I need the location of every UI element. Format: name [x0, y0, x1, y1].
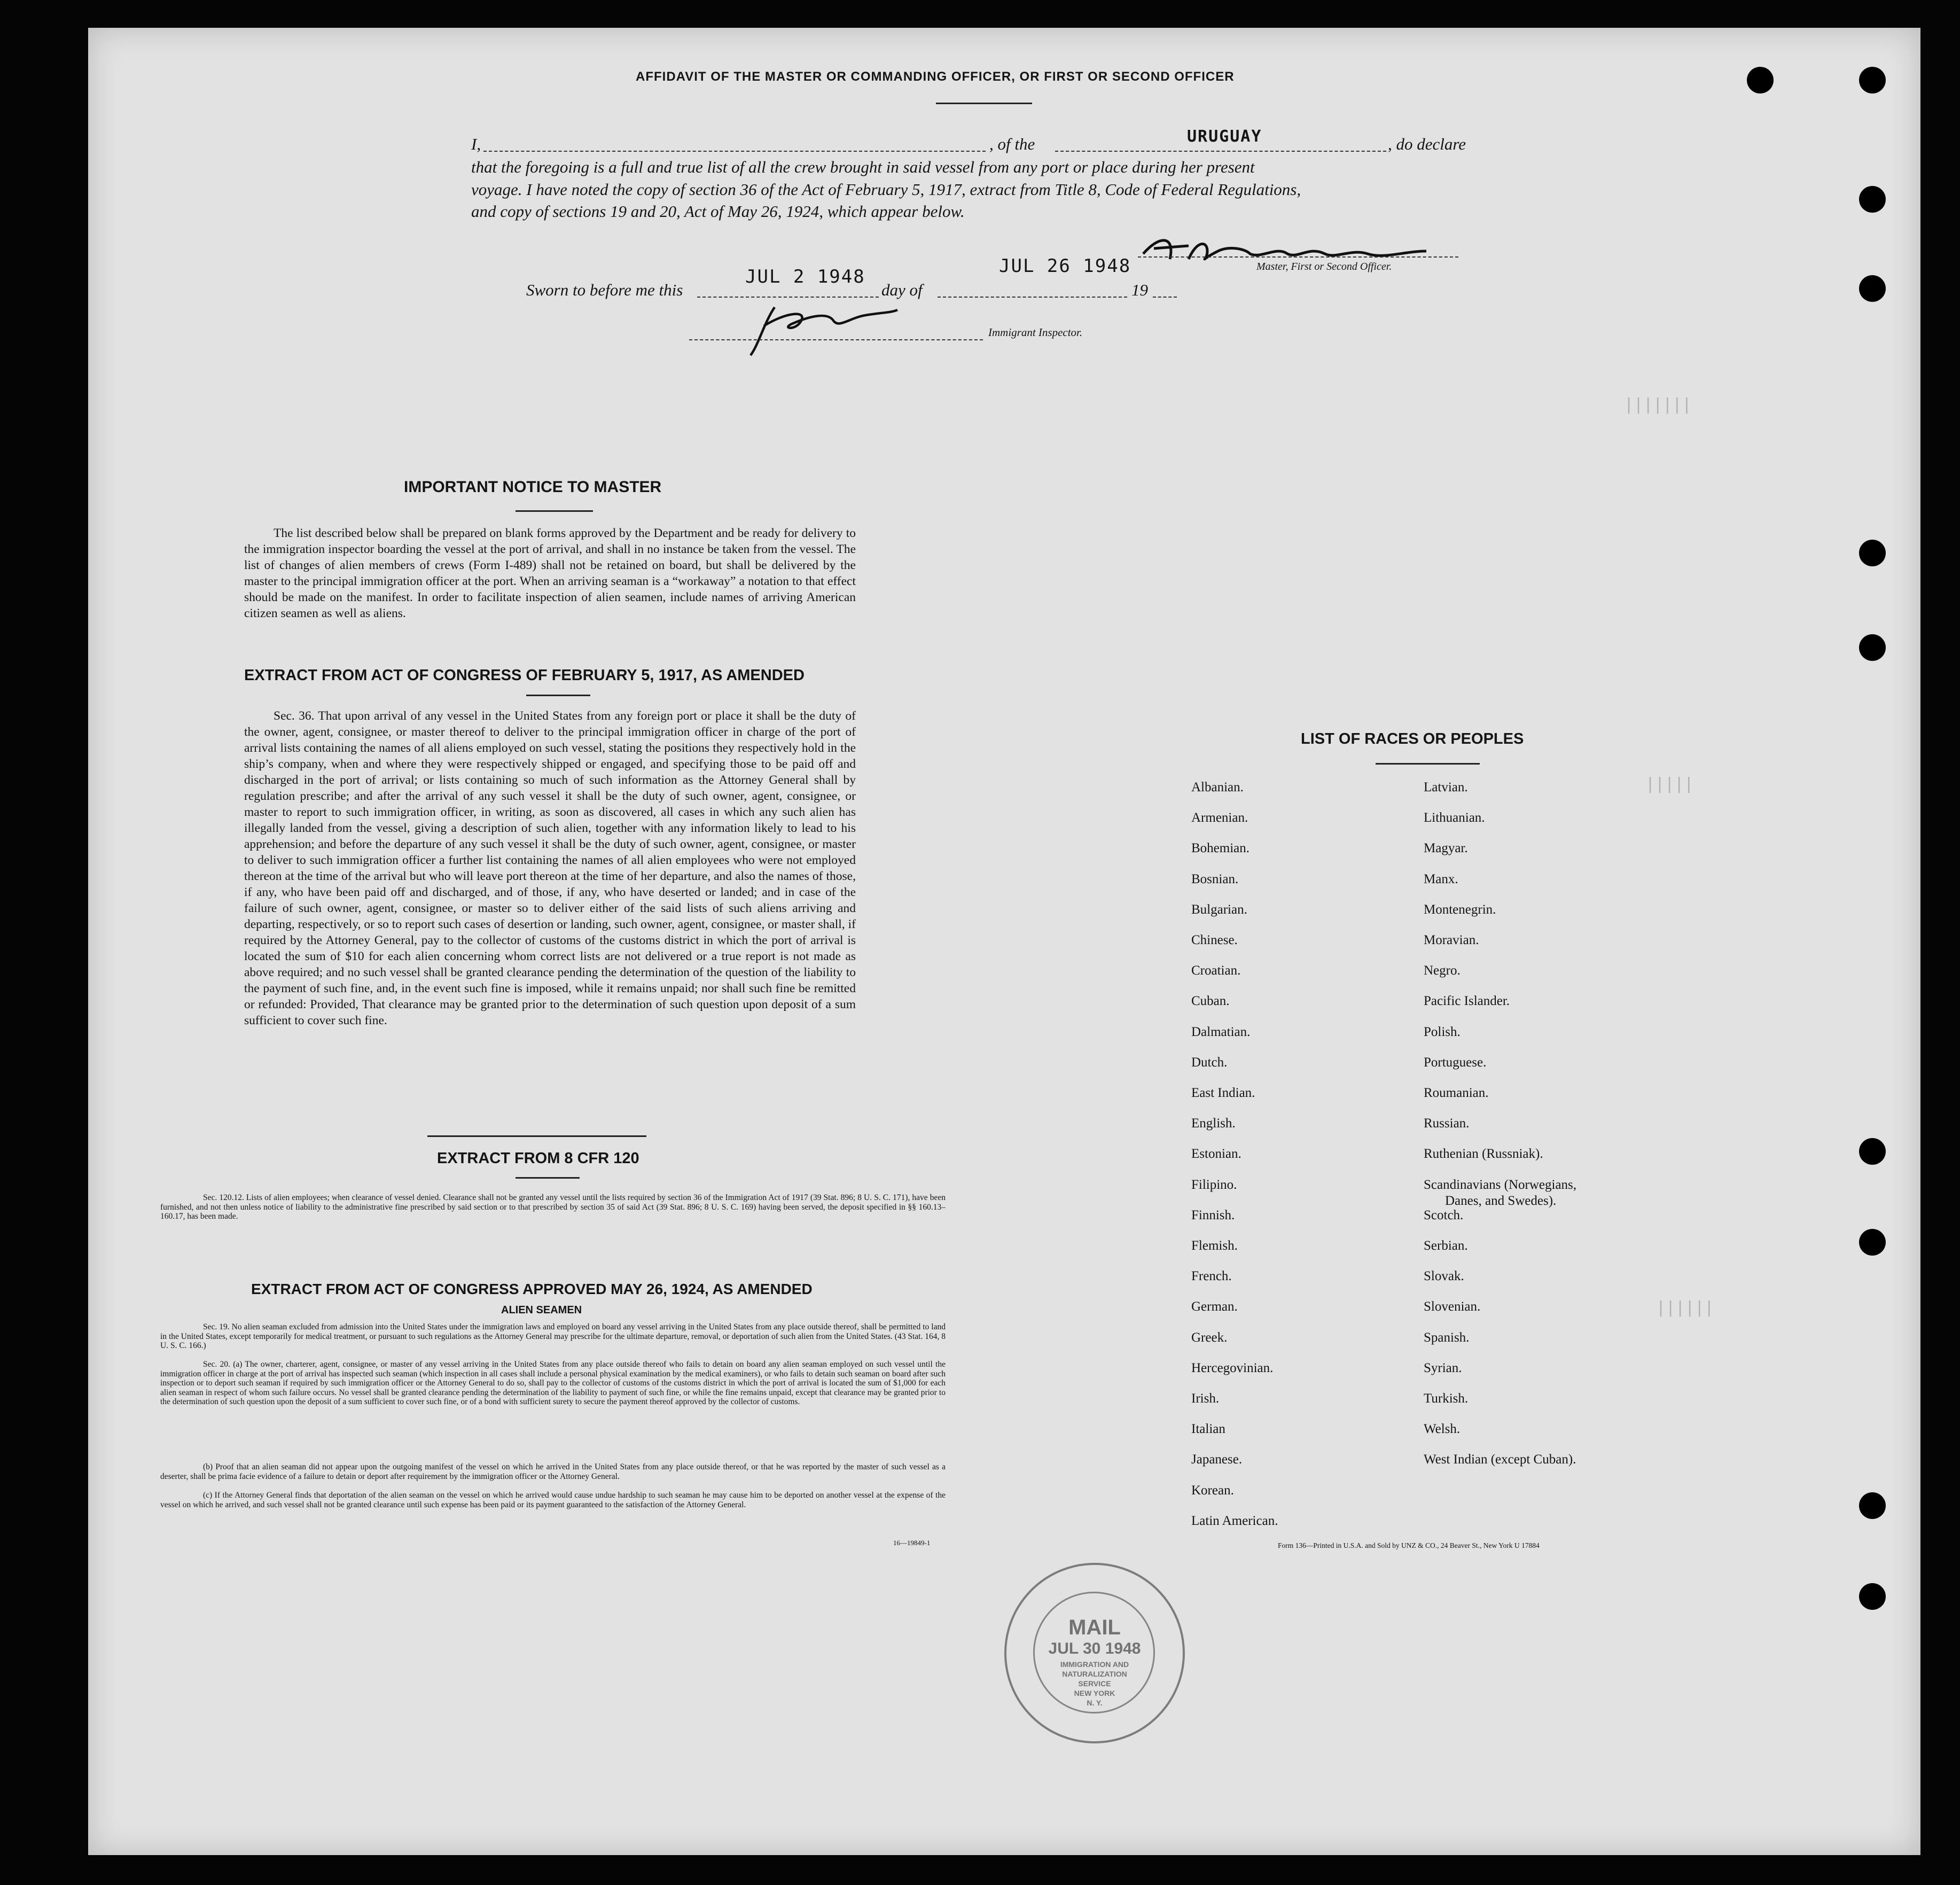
extract-1924-sec19: Sec. 19. No alien seaman excluded from admission into the United States under the immigration laws and employed on board any vessel arriving in the United States from any place outside thereof, shall be permitted to land in the United States, except temporarily for medical treatment, or pursuant to such regulations as the Attorney General may prescribe for the ultimate departure, removal, or deportation of such alien from the United States. (43 Stat. 164, 8 U. S. C. 166.): [160, 1322, 946, 1350]
stamp-line-4: NEW YORK: [1074, 1689, 1115, 1697]
affidavit-declare: , do declare: [1388, 135, 1466, 153]
race-item: Flemish.: [1191, 1239, 1238, 1253]
race-item: Latvian.: [1424, 780, 1468, 794]
race-item: Filipino.: [1191, 1177, 1237, 1192]
master-caption: Master, First or Second Officer.: [1256, 261, 1392, 272]
race-item: Moravian.: [1424, 933, 1479, 947]
race-item: Albanian.: [1191, 780, 1244, 794]
race-item: Magyar.: [1424, 841, 1468, 856]
race-item: Italian: [1191, 1422, 1225, 1437]
extract-1917-body: Sec. 36. That upon arrival of any vessel in the United States from any foreign port or place it shall be the duty of the owner, agent, consignee, or master thereof to deliver to the principal immigration officer in charge of the port of arrival lists containing the names of all aliens employed on such vessel, stating the positions they respectively hold in the ship’s company, when and where they were respectively shipped or engaged, and specifying those to be paid off and discharged in the port of arrival; or lists containing so much of such information as the Attorney General shall by regulation prescribe; and after the arrival of any such vessel it shall be the duty of such owner, agent, consignee, or master to report to such immigration officer, in writing, as soon as discovered, all cases in which any such alien has illegally landed from the vessel, giving a description of such alien, together with any information likely to lead to his apprehension; and before the departure of any such vessel it shall be the duty of such owner, agent, consignee, or master to deliver to such immigration officer a further list containing the names of all alien employees who were not employed thereon at the time of the arrival but who will leave port thereon at the time of her departure, and also the names of those, if any, who have been paid off and discharged, and of those, if any, who have deserted or landed; and in case of the failure of such owner, agent, consignee, or master so to deliver either of the said lists of such aliens arriving and departing, respectively, or so to report such cases of desertion or landing, such owner, agent, consignee, or master shall, if required by the Attorney General, pay to the collector of customs of the customs district in which the port of arrival is located the sum of $10 for each alien concerning whom correct lists are not delivered or a true report is not made as above required; and no such vessel shall be granted clearance pending the determination of the question of the liability to the payment of such fine, and, in the event such fine is imposed, while it remains unpaid; nor shall such fine be remitted or refunded: Provided, That clearance may be granted prior to the determination of such question upon deposit of a sum sufficient to cover such fine.: [244, 709, 856, 1027]
affidavit-line-4: and copy of sections 19 and 20, Act of May 26, 1924, which appear below.: [471, 202, 965, 221]
bleed-through-mark: |||||: [1645, 775, 1694, 793]
inspector-signature-line: [689, 339, 983, 340]
race-item: Turkish.: [1424, 1391, 1469, 1406]
race-item: Croatian.: [1191, 963, 1241, 978]
affidavit-line-2: that the foregoing is a full and true list of all the crew brought in said vessel from any port or place during her present: [471, 158, 1255, 176]
stamp-line-2: NATURALIZATION: [1062, 1670, 1127, 1678]
extract-1924-sec20c: (c) If the Attorney General finds that deportation of the alien seaman on the vessel on which he arrived would cause undue hardship to such seaman he may cause him to be deported on another vessel at the expense of the vessel on which he arrived, and such vessel shall not be granted clearance until such expense has been paid or its payment guaranteed to the satisfaction of the Attorney General.: [160, 1491, 946, 1509]
stamp-word: MAIL: [1068, 1616, 1121, 1639]
sworn-day-stamp: JUL 2 1948: [745, 266, 865, 287]
stamp-line-1: IMMIGRATION AND: [1060, 1660, 1129, 1669]
binder-hole: [1859, 1229, 1886, 1256]
binder-hole: [1859, 1138, 1886, 1165]
race-item: East Indian.: [1191, 1086, 1255, 1100]
mail-received-stamp: [1004, 1563, 1185, 1743]
month-stamp: JUL 26 1948: [999, 255, 1131, 277]
race-item: Serbian.: [1424, 1239, 1468, 1253]
race-item: Manx.: [1424, 871, 1458, 886]
race-item: German.: [1191, 1299, 1238, 1314]
extract-1924-title: EXTRACT FROM ACT OF CONGRESS APPROVED MAY 26, 1924, AS AMENDED: [251, 1281, 813, 1297]
races-underline: [1376, 763, 1480, 765]
race-item: Polish.: [1424, 1024, 1461, 1039]
stamp-line-3: SERVICE: [1078, 1679, 1111, 1688]
notice-body: The list described below shall be prepared on blank forms approved by the Department and be ready for delivery to the immigration inspector boarding the vessel at the port of arrival, and shall in no instance be taken from the vessel. The list of changes of alien members of crews (Form I-489) shall not be retained on board, but shall be delivered by the master to the principal immigration officer at the port. When an arriving seaman is a “workaway” a notation to that effect should be made on the manifest. In order to facilitate inspection of alien seamen, include names of arriving American citizen seamen as well as aliens.: [244, 526, 856, 620]
vessel-blank: [1055, 151, 1386, 152]
affidavit-line-3: voyage. I have noted the copy of section 36 of the Act of February 5, 1917, extract from Title 8, Code of Federal Regulations,: [471, 180, 1301, 199]
bleed-through-mark: ||||||: [1656, 1298, 1714, 1317]
race-item: Russian.: [1424, 1116, 1470, 1131]
race-item: Syrian.: [1424, 1360, 1462, 1375]
stamp-line-5: N. Y.: [1087, 1699, 1103, 1707]
binder-hole: [1747, 67, 1774, 94]
race-item: West Indian (except Cuban).: [1424, 1452, 1576, 1467]
affidavit-title: AFFIDAVIT OF THE MASTER OR COMMANDING OFFICER, OR FIRST OR SECOND OFFICER: [636, 69, 1235, 84]
year-blank: [1153, 297, 1177, 298]
form-code: 16—19849-1: [893, 1539, 931, 1547]
race-item: Bulgarian.: [1191, 902, 1247, 917]
extract-cfr-body: Sec. 120.12. Lists of alien employees; when clearance of vessel denied. Clearance shall not be granted any vessel until the lists required by section 36 of the Immigration Act of 1917 (39 Stat. 896; 8 U. S. C. 171), have been furnished, and not then unless notice of liability to the administrative fine prescribed by said section or to that prescribed by section 35 of said Act (39 Stat. 896; 8 U. S. C. 169) having been served, the deposit specified in §§ 160.13–160.17, has been made.: [160, 1193, 946, 1221]
title-underline: [936, 103, 1032, 104]
race-item: Ruthenian (Russniak).: [1424, 1147, 1543, 1162]
race-item: Dutch.: [1191, 1055, 1228, 1070]
master-signature-line: [1138, 256, 1458, 258]
race-item: Welsh.: [1424, 1422, 1461, 1437]
race-item: Armenian.: [1191, 811, 1248, 825]
race-item: Scandinavians (Norwegians,: [1424, 1177, 1577, 1192]
year-prefix: 19: [1131, 281, 1148, 299]
extract-cfr-title: EXTRACT FROM 8 CFR 120: [437, 1150, 639, 1167]
vessel-name: URUGUAY: [1187, 127, 1262, 146]
race-item: English.: [1191, 1116, 1236, 1131]
race-item: Bohemian.: [1191, 841, 1250, 856]
extract-1917-underline: [526, 695, 590, 696]
month-blank: [938, 297, 1127, 298]
race-item: Danes, and Swedes).: [1445, 1193, 1557, 1208]
race-item: Slovak.: [1424, 1269, 1464, 1284]
race-item: Finnish.: [1191, 1208, 1235, 1222]
affidavit-of-the: , of the: [989, 135, 1035, 153]
race-item: Irish.: [1191, 1391, 1220, 1406]
race-item: Hercegovinian.: [1191, 1360, 1274, 1375]
extract-1917-title: EXTRACT FROM ACT OF CONGRESS OF FEBRUARY 5, 1917, AS AMENDED: [244, 667, 805, 684]
extract-1924-sec20a: Sec. 20. (a) The owner, charterer, agent, consignee, or master of any vessel arriving in the United States from any place outside thereof who fails to detain on board any alien seaman employed on such vessel until the immigration officer in charge at the port of arrival has inspected such seaman (which inspection in all cases shall include a personal physical examination by the medical examiners), or who fails to detain such seaman on board after such inspection or to deport such seaman if required by such immigration officer or the Attorney General to do so, shall pay to the collector of customs of the customs district in which the port of arrival is located the sum of $1,000 for each alien seaman in respect of whom such failure occurs. No vessel shall be granted clearance pending the determination of the liability to payment of such fine, or while the fine remains unpaid, except that clearance may be granted prior to the determination of such question upon the deposit of a sum sufficient to cover such fine, or of a bond with sufficient surety to secure the payment thereof approved by the collector of customs.: [160, 1360, 946, 1406]
race-item: Portuguese.: [1424, 1055, 1487, 1070]
race-item: Latin American.: [1191, 1513, 1278, 1528]
race-item: Slovenian.: [1424, 1299, 1481, 1314]
race-item: Greek.: [1191, 1330, 1228, 1345]
binder-hole: [1859, 634, 1886, 661]
race-item: Roumanian.: [1424, 1086, 1489, 1100]
extract-1924-sec20b: (b) Proof that an alien seaman did not appear upon the outgoing manifest of the vessel on which he arrived in the United States from any place outside thereof, or that he was reported by the master of such vessel as a deserter, shall be prima facie evidence of a failure to detain or deport after requirement by the immigration officer or the Attorney General.: [160, 1462, 946, 1481]
cfr-underline: [516, 1177, 580, 1179]
extract-1924-subtitle: ALIEN SEAMEN: [501, 1304, 582, 1316]
race-item: Negro.: [1424, 963, 1461, 978]
affidavit-i: I,: [471, 135, 481, 153]
inspector-caption: Immigrant Inspector.: [988, 326, 1083, 339]
race-item: Scotch.: [1424, 1208, 1464, 1222]
races-title: LIST OF RACES OR PEOPLES: [1301, 730, 1524, 747]
notice-underline: [516, 510, 593, 512]
binder-hole: [1859, 275, 1886, 302]
cfr-overline: [427, 1135, 646, 1137]
races-form-footer: Form 136—Printed in U.S.A. and Sold by UNZ & CO., 24 Beaver St., New York U 17884: [1278, 1541, 1540, 1549]
bleed-through-mark: |||||||: [1624, 395, 1692, 414]
race-item: Korean.: [1191, 1483, 1234, 1498]
race-item: Chinese.: [1191, 933, 1238, 947]
inspector-signature: [743, 297, 903, 361]
stamp-date: JUL 30 1948: [1048, 1640, 1141, 1657]
sworn-text: Sworn to before me this: [526, 281, 683, 299]
race-item: Spanish.: [1424, 1330, 1470, 1345]
binder-hole: [1859, 1492, 1886, 1519]
race-item: Dalmatian.: [1191, 1024, 1251, 1039]
race-item: Montenegrin.: [1424, 902, 1496, 917]
binder-hole: [1859, 540, 1886, 566]
race-item: Lithuanian.: [1424, 811, 1485, 825]
race-item: Cuban.: [1191, 994, 1230, 1009]
name-blank: [483, 151, 986, 152]
race-item: Estonian.: [1191, 1147, 1241, 1162]
race-item: Pacific Islander.: [1424, 994, 1510, 1009]
binder-hole: [1859, 186, 1886, 213]
binder-hole: [1859, 67, 1886, 94]
race-item: French.: [1191, 1269, 1232, 1284]
notice-title: IMPORTANT NOTICE TO MASTER: [404, 478, 662, 496]
race-item: Japanese.: [1191, 1452, 1243, 1467]
day-of-text: day of: [881, 281, 923, 299]
race-item: Bosnian.: [1191, 871, 1239, 886]
binder-hole: [1859, 1583, 1886, 1610]
